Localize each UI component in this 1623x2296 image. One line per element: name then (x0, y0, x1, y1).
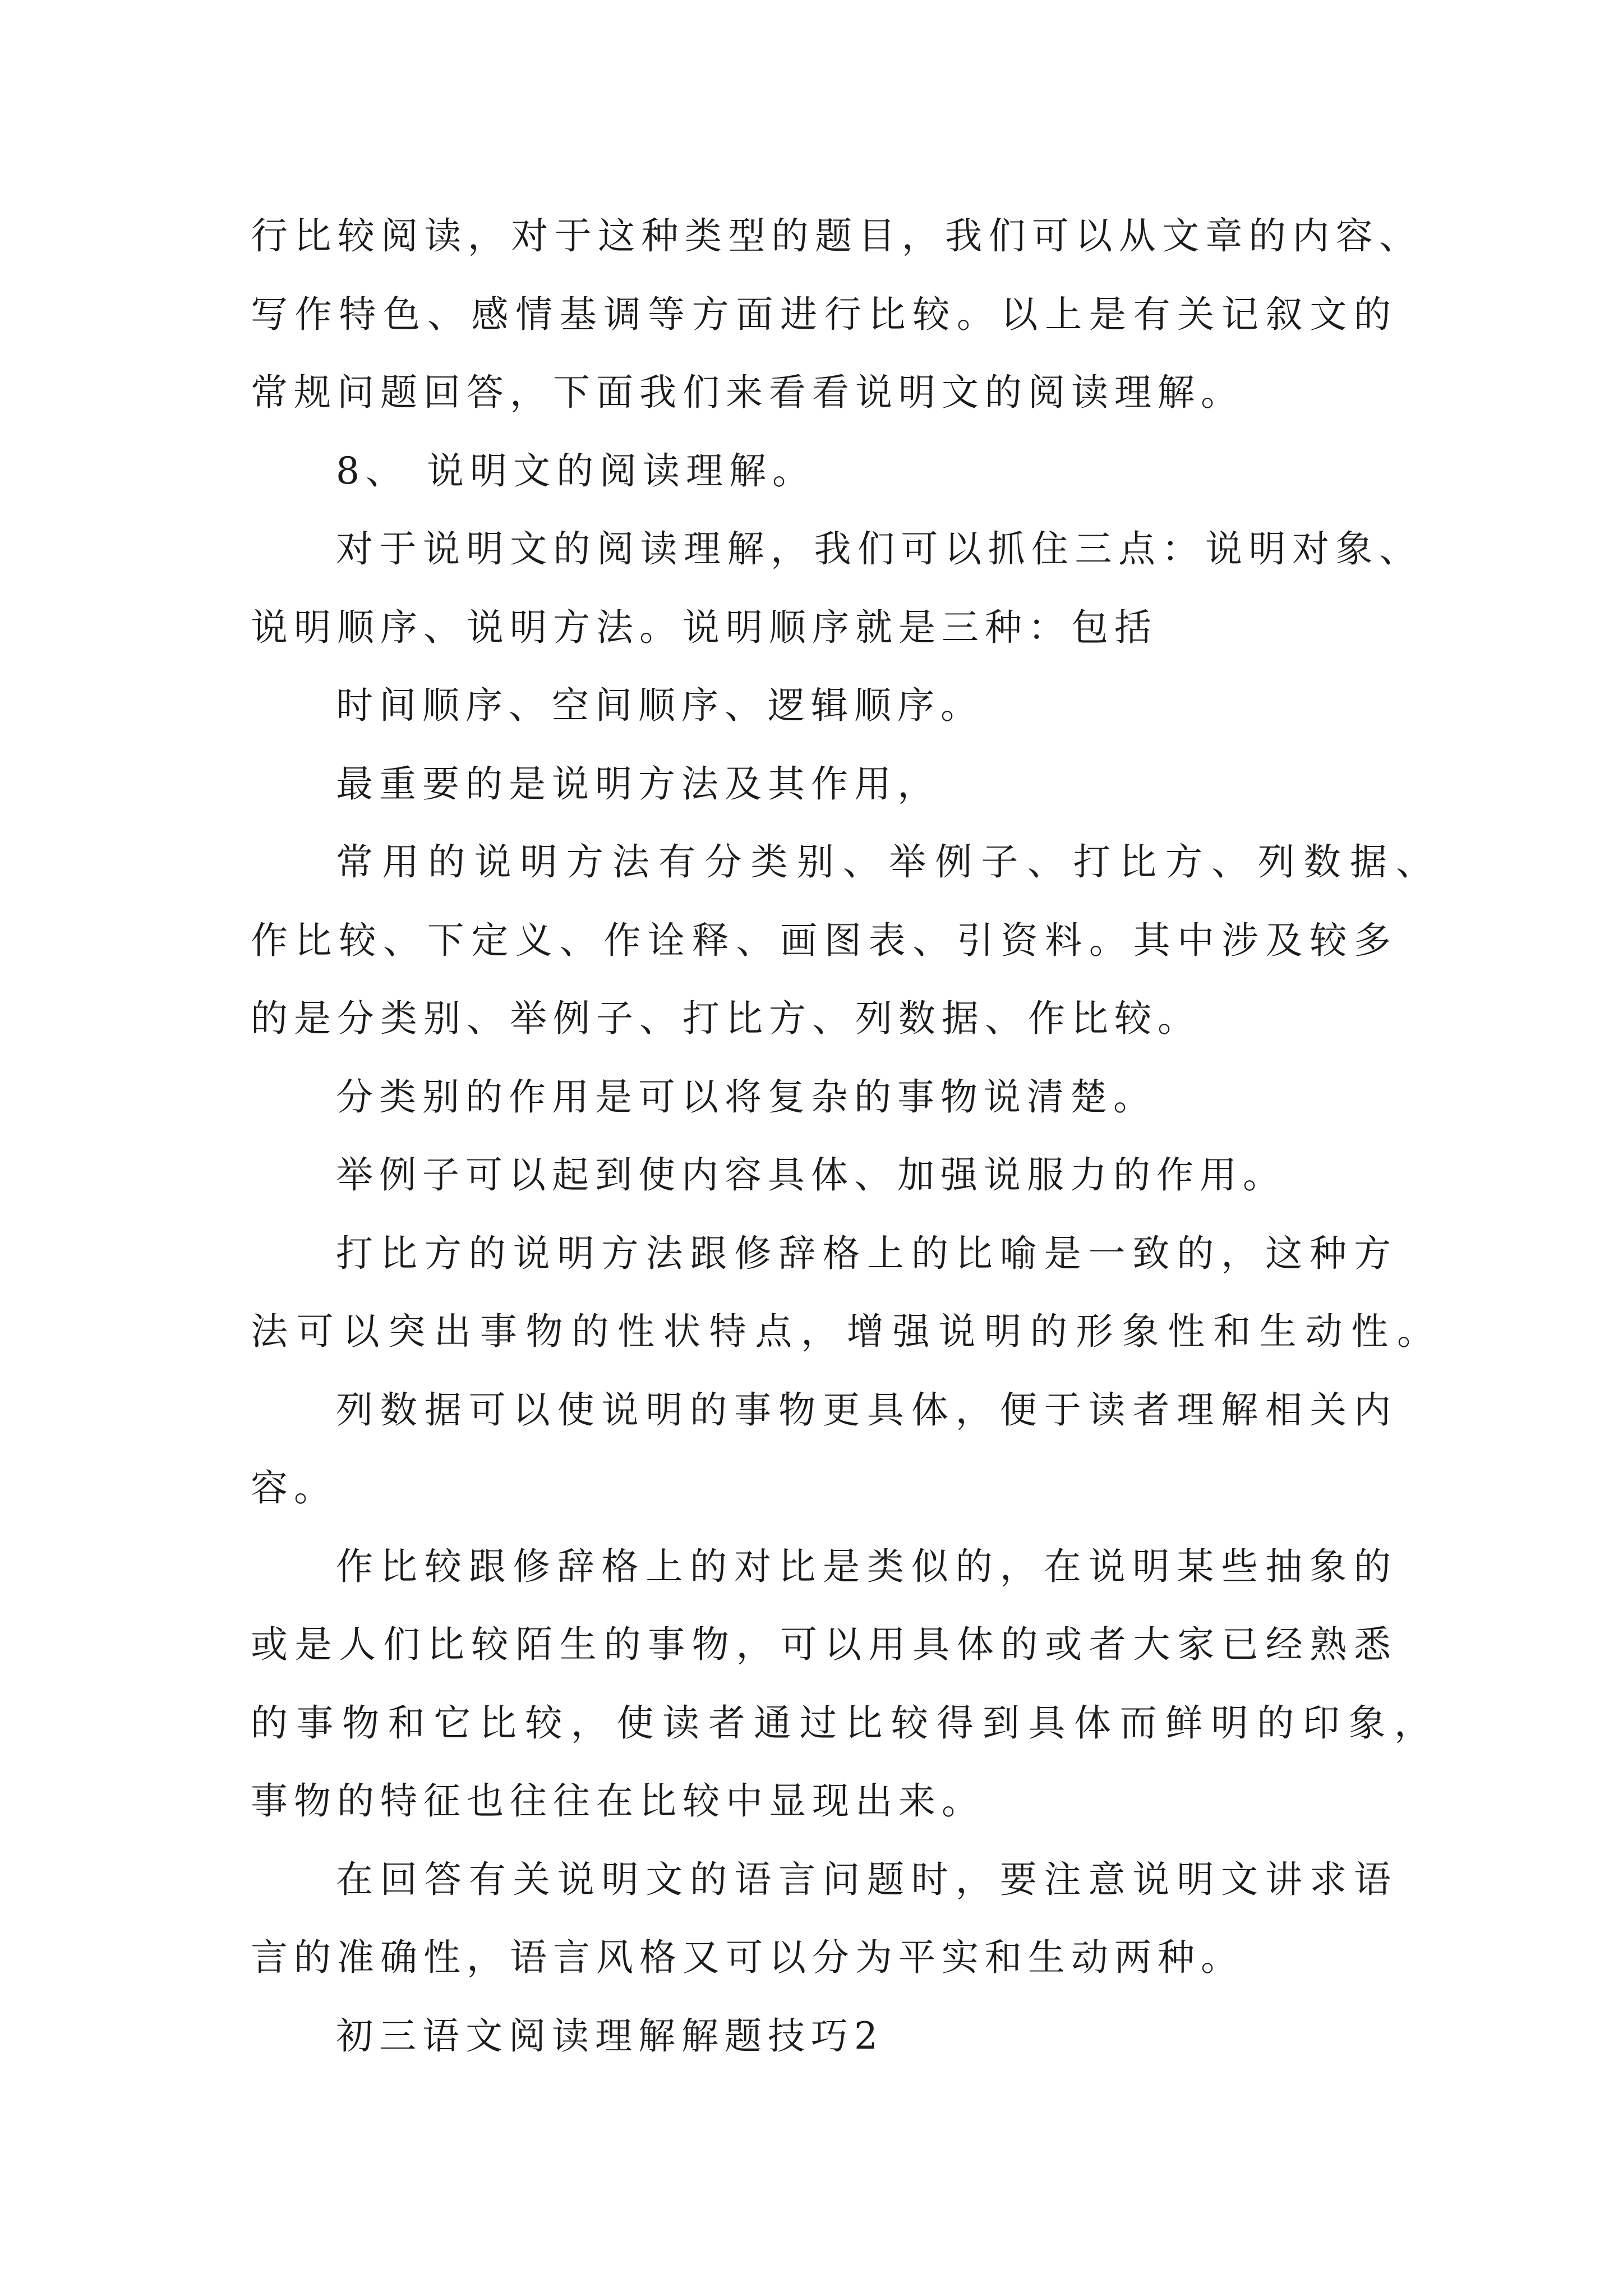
section-title: 初三语文阅读理解解题技巧2 (336, 2014, 884, 2058)
text-line: 法可以突出事物的性状特点，增强说明的形象性和生动性。 (251, 1310, 1434, 1353)
text-line: 说明顺序、说明方法。说明顺序就是三种：包括 (251, 605, 1158, 649)
text-line: 的是分类别、举例子、打比方、列数据、作比较。 (251, 997, 1201, 1040)
text-line: 作比较、下定义、作诠释、画图表、引资料。其中涉及较多 (251, 918, 1391, 962)
section-heading: 8、 说明文的阅读理解。 (336, 449, 815, 493)
text-line: 分类别的作用是可以将复杂的事物说清楚。 (336, 1075, 1156, 1119)
text-line: 最重要的是说明方法及其作用， (336, 762, 940, 806)
text-line: 列数据可以使说明的事物更具体，便于读者理解相关内 (336, 1388, 1391, 1432)
text-line: 在回答有关说明文的语言问题时，要注意说明文讲求语 (336, 1857, 1391, 1901)
text-line: 的事物和它比较，使读者通过比较得到具体而鲜明的印象， (251, 1701, 1431, 1745)
body-text (0, 197, 1623, 2075)
text-line: 对于说明文的阅读理解，我们可以抓住三点：说明对象、 (336, 527, 1416, 570)
text-line: 打比方的说明方法跟修辞格上的比喻是一致的，这种方 (336, 1231, 1391, 1275)
text-line: 写作特色、感情基调等方面进行比较。以上是有关记叙文的 (251, 292, 1391, 336)
text-line: 作比较跟修辞格上的对比是类似的，在说明某些抽象的 (336, 1544, 1391, 1588)
text-line: 事物的特征也往往在比较中显现出来。 (251, 1779, 985, 1823)
text-line: 举例子可以起到使内容具体、加强说服力的作用。 (336, 1153, 1286, 1197)
text-line: 容。 (251, 1466, 337, 1510)
text-line: 言的准确性，语言风格又可以分为平实和生动两种。 (251, 1936, 1244, 1979)
text-line: 常用的说明方法有分类别、举例子、打比方、列数据、 (336, 840, 1433, 884)
text-line: 时间顺序、空间顺序、逻辑顺序。 (336, 684, 984, 727)
text-line: 或是人们比较陌生的事物，可以用具体的或者大家已经熟悉 (251, 1623, 1391, 1666)
text-line: 常规问题回答，下面我们来看看说明文的阅读理解。 (251, 371, 1244, 414)
text-line: 行比较阅读，对于这种类型的题目，我们可以从文章的内容、 (251, 214, 1416, 257)
